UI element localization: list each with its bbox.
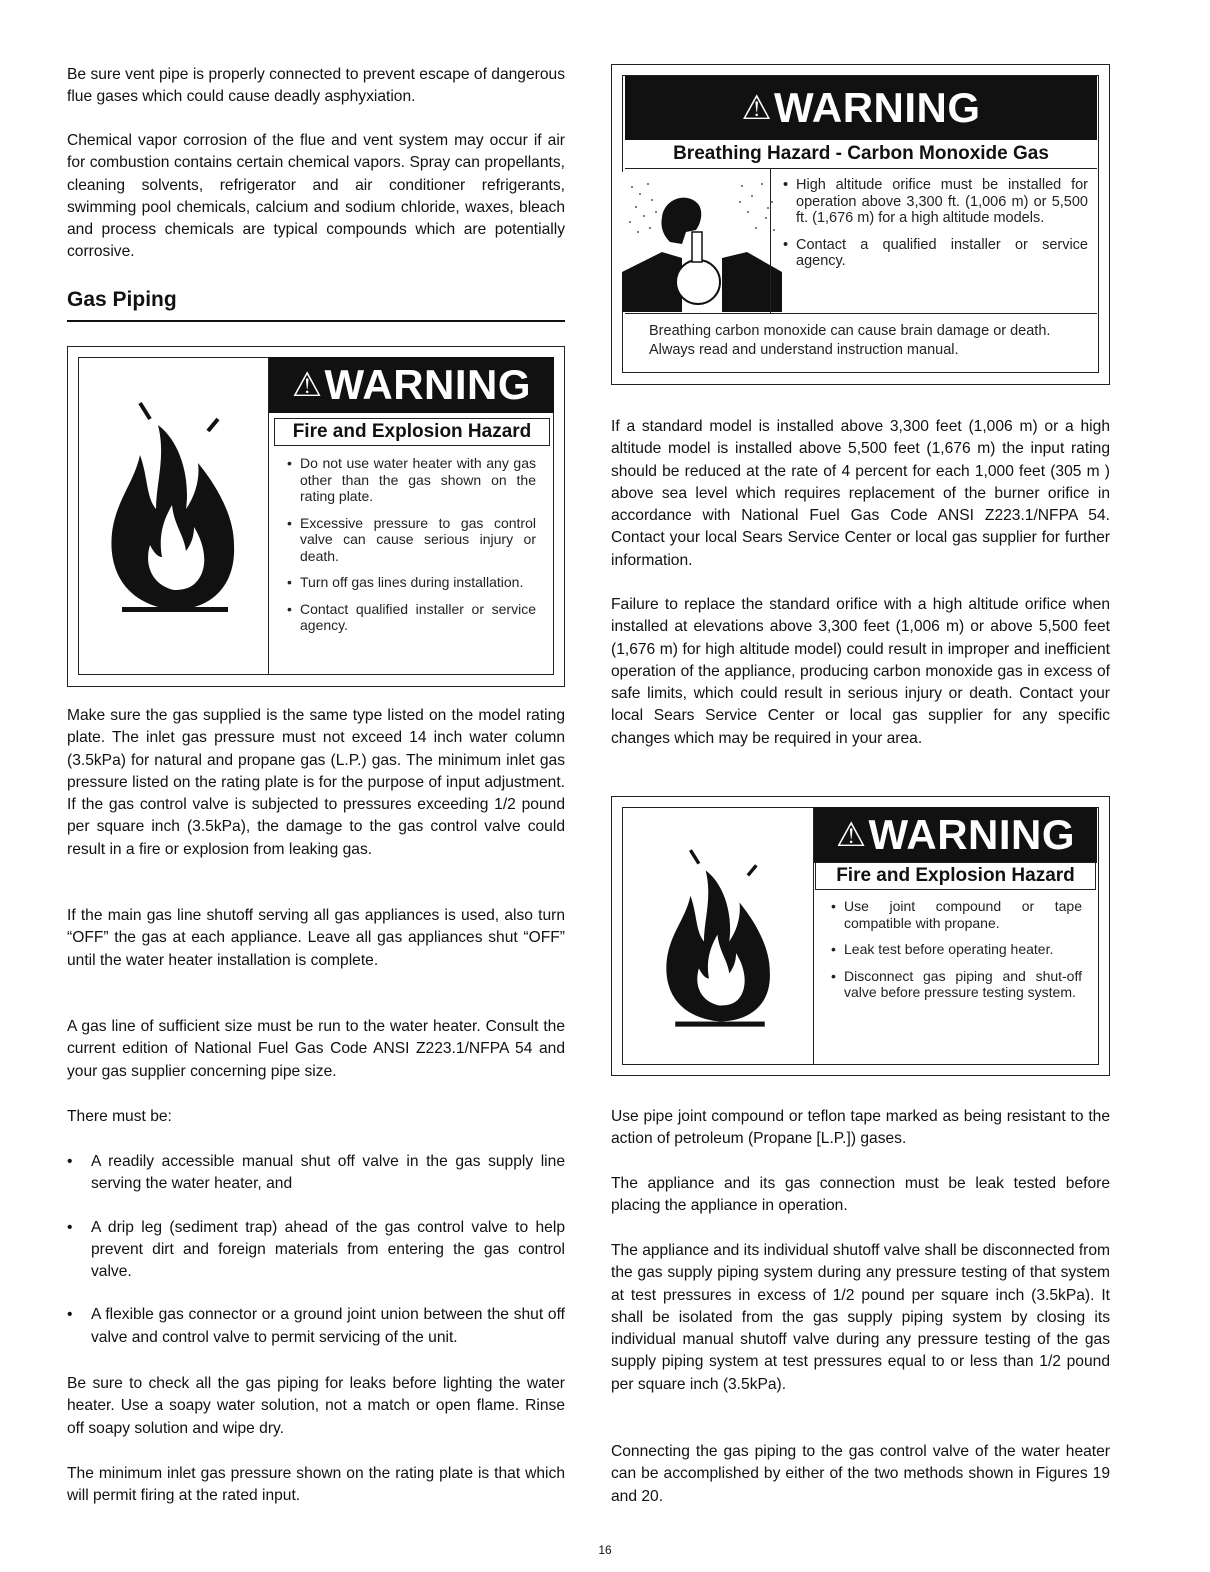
vent-pipe-paragraph: Be sure vent pipe is properly connected to prevent escape of dangerous flue gases which could cause deadly asphyxiation. [67, 66, 565, 106]
pressure-testing-paragraph: The appliance and its individual shutoff valve shall be disconnected from the gas supply piping system during any pressure testing of that system at test pressures in excess of 1/2 pound per square inch (3.5kPa). It shall be isolated from the gas supply piping system by closing its individual manual shutoff valve during any pressure testing of the gas supply piping system at test pressures equal to or less than 1/2 pound per square inch (3.5kPa). [611, 1242, 1111, 1393]
list-item: • A drip leg (sediment trap) ahead of the gas control valve to help prevent dirt and foreign materials from entering the gas control valve. [67, 1217, 565, 1284]
warning-bullet: • Use joint compound or tape compatible with propane. [828, 898, 1082, 931]
warning-triangle-icon: ⚠ [741, 90, 773, 128]
warning-bullet-list [828, 898, 1082, 1011]
joint-compound-paragraph: Use pipe joint compound or teflon tape marked as being resistant to the action of petroleum (Propane [L.P.]) gases. [611, 1108, 1110, 1148]
connecting-paragraph: Connecting the gas piping to the gas control valve of the water heater can be accomplished by either of the two methods shown in Figures 19 and 20. [611, 1443, 1110, 1505]
hazard-title: Fire and Explosion Hazard [815, 862, 1096, 890]
warning-banner-text: WARNING [774, 84, 981, 131]
warning-bullet: • Contact a qualified installer or service agency. [780, 237, 1088, 270]
warning-bullet: • Contact qualified installer or service agency. [284, 601, 536, 634]
minimum-pressure-paragraph: The minimum inlet gas pressure shown on the rating plate is that which will permit firing at the rated input. [67, 1465, 565, 1505]
warning-triangle-icon: ⚠ [835, 817, 867, 855]
leak-check-paragraph: Be sure to check all the gas piping for leaks before lighting the water heater. Use a soapy water solution, not a match or open flame. Rinse off soapy solution and wipe dry. [67, 1375, 565, 1437]
flame-icon [100, 385, 250, 615]
altitude-rating-paragraph: If a standard model is installed above 3,300 feet (1,006 m) or a high altitude model is installed above 5,500 feet (1,676 m) the input rating should be reduced at the rate of 4 percent for each 1,000 feet (305 m ) above sea level which requires replacement of the burner orifice in accordance with National Fuel Gas Code ANSI Z223.1/NFPA 54. Contact your local Sears Service Center or local gas supplier for further information. [611, 418, 1110, 569]
requirements-list [67, 1151, 565, 1370]
warning-triangle-icon: ⚠ [291, 367, 323, 405]
leak-test-paragraph: The appliance and its gas connection must be leak tested before placing the appliance in operation. [611, 1175, 1110, 1215]
orifice-failure-paragraph: Failure to replace the standard orifice with a high altitude orifice when installed at elevations above 3,300 feet (1,006 m) or above 5,500 feet (1,676 m) for high altitude model) could result in improper and inefficient operation of the appliance, producing carbon monoxide gas in excess of safe limits, which could result in serious injury or death. Contact your local Sears Service Center or local gas supplier for any specific changes which may be required in your area. [611, 596, 1110, 747]
warning-footnote-divider [625, 313, 1097, 314]
hazard-title: Fire and Explosion Hazard [274, 418, 550, 446]
section-divider [67, 320, 565, 322]
hazard-title: Breathing Hazard - Carbon Monoxide Gas [625, 140, 1097, 169]
section-heading-gas-piping: Gas Piping [67, 288, 177, 311]
warning-divider [770, 168, 771, 313]
list-item: • A flexible gas connector or a ground joint union between the shut off valve and control valve to permit servicing of the unit. [67, 1304, 565, 1349]
list-item: • A readily accessible manual shut off valve in the gas supply line serving the water heater, and [67, 1151, 565, 1196]
warning-bullet: • Turn off gas lines during installation. [284, 574, 536, 591]
gas-supply-paragraph: Make sure the gas supplied is the same type listed on the model rating plate. The inlet gas pressure must not exceed 14 inch water column (3.5kPa) for natural and propane gas (L.P.) gas. The minimum inlet gas pressure listed on the rating plate is for the purpose of input adjustment. If the gas control valve is subjected to pressures exceeding 1/2 pound per square inch (3.5kPa), the damage to the gas control valve could result in a fire or explosion from leaking gas. [67, 707, 565, 858]
there-must-be-paragraph: There must be: [67, 1108, 172, 1125]
flame-icon [645, 840, 795, 1030]
warning-banner [814, 807, 1097, 863]
warning-bullet: • Excessive pressure to gas control valve can cause serious injury or death. [284, 515, 536, 565]
warning-bullet-list [780, 177, 1088, 280]
gas-line-size-paragraph: A gas line of sufficient size must be run to the water heater. Consult the current edition of National Fuel Gas Code ANSI Z223.1/NFPA 54 and your gas supplier concerning pipe size. [67, 1018, 565, 1080]
warning-banner-text: WARNING [324, 361, 532, 408]
warning-banner [625, 76, 1097, 140]
warning-bullet: • High altitude orifice must be installed for operation above 3,300 ft. (1,006 m) or 5,500 ft. (1,676 m) for a high altitude models. [780, 177, 1088, 227]
page-number: 16 [598, 1543, 612, 1557]
breathing-hazard-icon [622, 172, 782, 312]
warning-banner-text: WARNING [868, 811, 1076, 858]
chemical-vapor-paragraph: Chemical vapor corrosion of the flue and vent system may occur if air for combustion contains certain chemical vapors. Spray can propellants, cleaning solvents, refrigerator and air conditioner refrigerants, swimming pool chemicals, calcium and sodium chloride, waxes, bleach and process chemicals are typical compounds which are potentially corrosive. [67, 132, 565, 261]
warning-bullet: • Do not use water heater with any gas other than the gas shown on the rating plate. [284, 455, 536, 505]
warning-footnote: Breathing carbon monoxide can cause brain damage or death. Always read and understand instruction manual. [649, 323, 1051, 358]
warning-bullet: • Leak test before operating heater. [828, 941, 1082, 958]
shutoff-paragraph: If the main gas line shutoff serving all gas appliances is used, also turn “OFF” the gas at each appliance. Leave all gas appliances shut “OFF” until the water heater installation is complete. [67, 907, 565, 969]
warning-banner [269, 357, 554, 413]
warning-bullet-list [284, 455, 536, 644]
warning-bullet: • Disconnect gas piping and shut-off valve before pressure testing system. [828, 968, 1082, 1001]
